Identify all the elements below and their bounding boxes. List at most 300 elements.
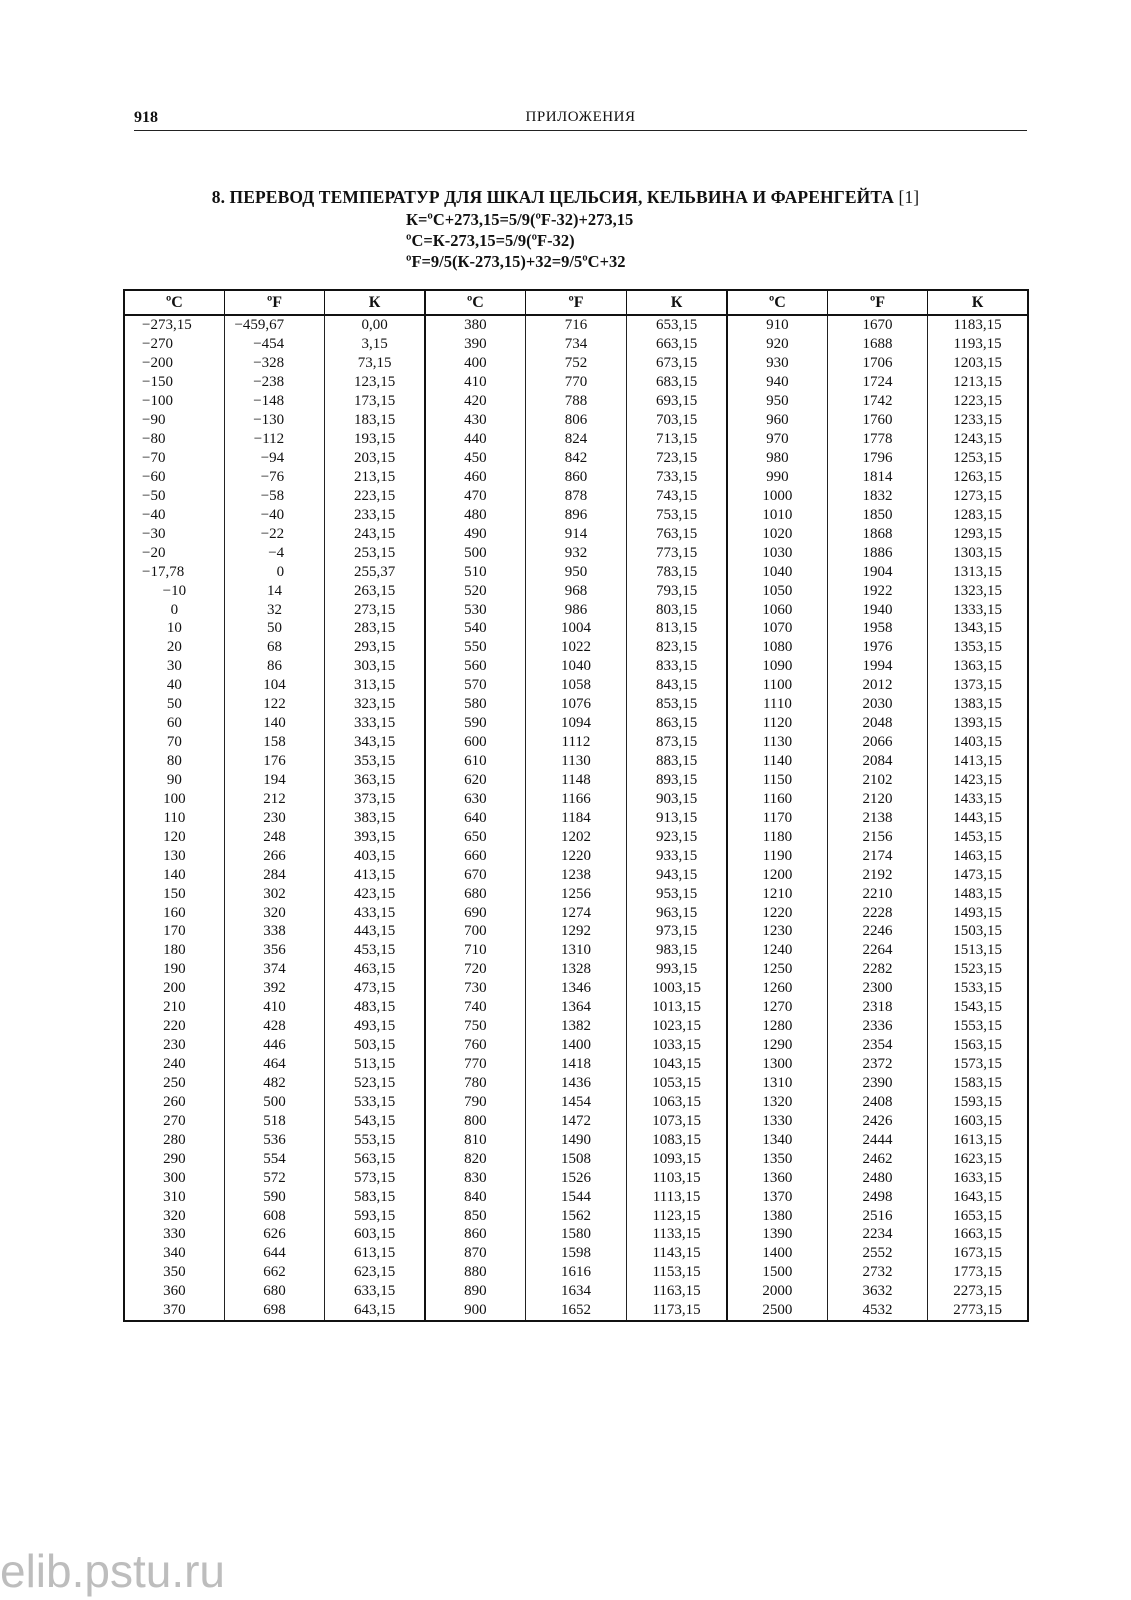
table-row [124,449,1028,468]
table-cell: 1623,15 [928,1149,1028,1168]
table-cell: 550 [425,638,525,657]
table-cell: 4532 [827,1301,927,1321]
table-cell: 1886 [827,543,927,562]
table-cell: 123,15 [325,373,425,392]
table-cell: 213,15 [325,468,425,487]
table-cell: 430 [425,411,525,430]
table-cell: 1250 [727,960,827,979]
table-cell: −58 [224,486,324,505]
table-cell: 2773,15 [928,1301,1028,1321]
table-cell: 943,15 [627,865,727,884]
table-cell: 120 [124,827,224,846]
table-cell: 1433,15 [928,789,1028,808]
table-cell: −238 [224,373,324,392]
table-cell: 263,15 [325,581,425,600]
column-header: ºС [425,290,525,315]
table-cell: 590 [224,1187,324,1206]
table-cell: 233,15 [325,505,425,524]
table-cell: −40 [124,505,224,524]
table-cell: 413,15 [325,865,425,884]
table-row [124,733,1028,752]
table-cell: 140 [224,714,324,733]
table-cell: −328 [224,354,324,373]
table-cell: 1260 [727,979,827,998]
table-cell: 878 [525,486,626,505]
table-cell: 1922 [827,581,927,600]
table-cell: 860 [525,468,626,487]
running-head: ПРИЛОЖЕНИЯ [525,109,636,125]
table-cell: 730 [425,979,525,998]
table-cell: 573,15 [325,1168,425,1187]
table-cell: 1580 [525,1225,626,1244]
table-cell: 1472 [525,1111,626,1130]
table-cell: 1123,15 [627,1206,727,1225]
table-cell: 1043,15 [627,1055,727,1074]
table-cell: 1490 [525,1130,626,1149]
table-cell: 806 [525,411,626,430]
table-cell: 1598 [525,1244,626,1263]
formula-list [406,209,1131,272]
table-cell: 433,15 [325,903,425,922]
table-row [124,1187,1028,1206]
table-cell: 450 [425,449,525,468]
table-cell: 1360 [727,1168,827,1187]
formula-celsius: ºС=К-273,15=5/9(ºF-32) [406,231,575,250]
table-cell: −50 [124,486,224,505]
table-cell: 1413,15 [928,752,1028,771]
table-row [124,373,1028,392]
table-cell: 1940 [827,600,927,619]
table-cell: 813,15 [627,619,727,638]
table-cell: 563,15 [325,1149,425,1168]
column-header: ºС [124,290,224,315]
table-cell: 1303,15 [928,543,1028,562]
table-cell: 2732 [827,1263,927,1282]
table-cell: 1673,15 [928,1244,1028,1263]
table-cell: 716 [525,315,626,335]
table-cell: 20 [124,638,224,657]
table-cell: 630 [425,789,525,808]
table-row [124,486,1028,505]
table-cell: 1180 [727,827,827,846]
table-cell: 1280 [727,1017,827,1036]
table-cell: 392 [224,979,324,998]
table-cell: 2444 [827,1130,927,1149]
table-cell: 1593,15 [928,1092,1028,1111]
table-cell: 683,15 [627,373,727,392]
table-cell: 283,15 [325,619,425,638]
table-cell: 183,15 [325,411,425,430]
table-row [124,1055,1028,1074]
table-cell: 1403,15 [928,733,1028,752]
table-cell: 833,15 [627,657,727,676]
table-cell: 1040 [525,657,626,676]
table-cell: 770 [425,1055,525,1074]
table-cell: 482 [224,1074,324,1093]
table-cell: 428 [224,1017,324,1036]
table-cell: 853,15 [627,695,727,714]
table-cell: 680 [224,1282,324,1301]
table-cell: 1210 [727,884,827,903]
table-cell: 1083,15 [627,1130,727,1149]
table-cell: 633,15 [325,1282,425,1301]
table-cell: 1436 [525,1074,626,1093]
table-cell: 380 [425,315,525,335]
table-cell: 1796 [827,449,927,468]
table-cell: 1742 [827,392,927,411]
table-cell: 1760 [827,411,927,430]
table-cell: 518 [224,1111,324,1130]
table-cell: 130 [124,846,224,865]
table-cell: 2102 [827,771,927,790]
table-cell: 310 [124,1187,224,1206]
table-cell: 873,15 [627,733,727,752]
table-cell: 610 [425,752,525,771]
table-cell: 1053,15 [627,1074,727,1093]
table-row [124,543,1028,562]
table-cell: 383,15 [325,808,425,827]
title-block [0,187,1131,272]
table-cell: 1202 [525,827,626,846]
table-cell: −454 [224,335,324,354]
table-cell: 843,15 [627,676,727,695]
table-cell: −148 [224,392,324,411]
table-cell: 1508 [525,1149,626,1168]
title-reference: [1] [898,187,920,207]
table-cell: 1003,15 [627,979,727,998]
table-cell: 2156 [827,827,927,846]
table-cell: 713,15 [627,430,727,449]
table-row [124,1168,1028,1187]
table-cell: 983,15 [627,941,727,960]
table-cell: −80 [124,430,224,449]
table-cell: 1310 [525,941,626,960]
table-cell: 1233,15 [928,411,1028,430]
table-cell: 2498 [827,1187,927,1206]
table-cell: 333,15 [325,714,425,733]
table-cell: 1343,15 [928,619,1028,638]
table-cell: 1183,15 [928,315,1028,335]
table-cell: 1063,15 [627,1092,727,1111]
table-cell: 570 [425,676,525,695]
table-cell: 1543,15 [928,998,1028,1017]
table-cell: 1153,15 [627,1263,727,1282]
table-cell: 363,15 [325,771,425,790]
table-cell: 650 [425,827,525,846]
table-cell: 14 [224,581,324,600]
table-cell: 2120 [827,789,927,808]
table-cell: 193,15 [325,430,425,449]
table-row [124,1301,1028,1321]
table-cell: 2336 [827,1017,927,1036]
table-row [124,354,1028,373]
table-cell: 463,15 [325,960,425,979]
table-cell: 2228 [827,903,927,922]
table-row [124,827,1028,846]
table-cell: 870 [425,1244,525,1263]
table-cell: 1090 [727,657,827,676]
table-cell: 1076 [525,695,626,714]
table-cell: 913,15 [627,808,727,827]
table-row [124,941,1028,960]
table-cell: 160 [124,903,224,922]
table-cell: 1453,15 [928,827,1028,846]
table-cell: 1203,15 [928,354,1028,373]
table-cell: 740 [425,998,525,1017]
table-cell: 1040 [727,562,827,581]
table-cell: 1184 [525,808,626,827]
table-cell: 1283,15 [928,505,1028,524]
table-cell: 733,15 [627,468,727,487]
table-cell: 2234 [827,1225,927,1244]
table-cell: 3632 [827,1282,927,1301]
table-cell: 1253,15 [928,449,1028,468]
table-cell: 230 [124,1036,224,1055]
table-cell: 1200 [727,865,827,884]
table-cell: −100 [124,392,224,411]
table-cell: 580 [425,695,525,714]
table-cell: 2000 [727,1282,827,1301]
table-cell: 503,15 [325,1036,425,1055]
table-cell: 2300 [827,979,927,998]
table-cell: 662 [224,1263,324,1282]
table-cell: 1030 [727,543,827,562]
table-cell: 1103,15 [627,1168,727,1187]
table-cell: 420 [425,392,525,411]
table-cell: 850 [425,1206,525,1225]
table-cell: 543,15 [325,1111,425,1130]
table-cell: 1400 [727,1244,827,1263]
table-cell: 1256 [525,884,626,903]
table-row [124,884,1028,903]
table-cell: 410 [425,373,525,392]
table-cell: 903,15 [627,789,727,808]
table-cell: −4 [224,543,324,562]
table-cell: 860 [425,1225,525,1244]
table-cell: 2246 [827,922,927,941]
table-cell: 483,15 [325,998,425,1017]
column-header: К [928,290,1028,315]
table-cell: 1100 [727,676,827,695]
table-row [124,865,1028,884]
table-cell: 830 [425,1168,525,1187]
table-cell: 1443,15 [928,808,1028,827]
table-cell: 1958 [827,619,927,638]
table-cell: 110 [124,808,224,827]
table-row [124,771,1028,790]
table-cell: 1653,15 [928,1206,1028,1225]
table-cell: 350 [124,1263,224,1282]
table-cell: −273,15 [124,315,224,335]
table-cell: 330 [124,1225,224,1244]
table-cell: 1850 [827,505,927,524]
table-cell: 1634 [525,1282,626,1301]
table-cell: 1148 [525,771,626,790]
table-cell: 842 [525,449,626,468]
table-row [124,335,1028,354]
table-cell: 473,15 [325,979,425,998]
table-cell: 990 [727,468,827,487]
table-cell: 1643,15 [928,1187,1028,1206]
table-cell: 493,15 [325,1017,425,1036]
table-cell: −94 [224,449,324,468]
table-cell: 810 [425,1130,525,1149]
conversion-table [123,289,1029,1322]
table-row [124,392,1028,411]
table-cell: 703,15 [627,411,727,430]
table-cell: 2273,15 [928,1282,1028,1301]
table-cell: 536 [224,1130,324,1149]
table-cell: 0,00 [325,315,425,335]
table-cell: 1976 [827,638,927,657]
table-cell: 1616 [525,1263,626,1282]
table-row [124,1111,1028,1130]
table-cell: 1310 [727,1074,827,1093]
table-cell: 1193,15 [928,335,1028,354]
table-cell: −60 [124,468,224,487]
table-row [124,468,1028,487]
table-cell: 653,15 [627,315,727,335]
table-row [124,430,1028,449]
table-cell: 1163,15 [627,1282,727,1301]
table-cell: 1380 [727,1206,827,1225]
table-cell: 803,15 [627,600,727,619]
table-cell: 1150 [727,771,827,790]
table-cell: 900 [425,1301,525,1321]
table-cell: −112 [224,430,324,449]
table-cell: 820 [425,1149,525,1168]
table-cell: 1553,15 [928,1017,1028,1036]
table-row [124,846,1028,865]
table-cell: 1483,15 [928,884,1028,903]
table-cell: 40 [124,676,224,695]
formula-fahrenheit: ºF=9/5(К-273,15)+32=9/5ºС+32 [406,252,626,271]
table-cell: 783,15 [627,562,727,581]
table-cell: 243,15 [325,524,425,543]
table-cell: 673,15 [627,354,727,373]
table-cell: 1060 [727,600,827,619]
table-row [124,789,1028,808]
table-cell: 343,15 [325,733,425,752]
table-cell: 70 [124,733,224,752]
table-cell: 1364 [525,998,626,1017]
table-cell: 793,15 [627,581,727,600]
table-cell: 90 [124,771,224,790]
table-cell: 923,15 [627,827,727,846]
table-cell: 663,15 [627,335,727,354]
table-cell: 513,15 [325,1055,425,1074]
table-cell: 1353,15 [928,638,1028,657]
table-cell: 1293,15 [928,524,1028,543]
table-row [124,998,1028,1017]
table-cell: 400 [425,354,525,373]
table-cell: 2354 [827,1036,927,1055]
table-cell: 993,15 [627,960,727,979]
table-cell: 863,15 [627,714,727,733]
table-cell: 1523,15 [928,960,1028,979]
table-cell: 603,15 [325,1225,425,1244]
table-cell: 373,15 [325,789,425,808]
table-cell: 670 [425,865,525,884]
table-cell: 200 [124,979,224,998]
table-cell: 2500 [727,1301,827,1321]
table-cell: 1832 [827,486,927,505]
table-cell: 1004 [525,619,626,638]
table-cell: 1330 [727,1111,827,1130]
table-cell: 2372 [827,1055,927,1074]
table-row [124,1074,1028,1093]
table-cell: 464 [224,1055,324,1074]
table-cell: 240 [124,1055,224,1074]
table-cell: 720 [425,960,525,979]
table-cell: 2282 [827,960,927,979]
table-row [124,960,1028,979]
table-cell: 1022 [525,638,626,657]
table-cell: 680 [425,884,525,903]
table-cell: 880 [425,1263,525,1282]
table-cell: 1013,15 [627,998,727,1017]
table-cell: 1724 [827,373,927,392]
table-cell: 1613,15 [928,1130,1028,1149]
table-cell: 1423,15 [928,771,1028,790]
table-row [124,638,1028,657]
table-cell: 253,15 [325,543,425,562]
table-cell: 540 [425,619,525,638]
table-cell: 2264 [827,941,927,960]
table-cell: 323,15 [325,695,425,714]
table-cell: 933,15 [627,846,727,865]
table-cell: 280 [124,1130,224,1149]
table-cell: 500 [425,543,525,562]
table-cell: 440 [425,430,525,449]
table-cell: 1292 [525,922,626,941]
table-cell: 1133,15 [627,1225,727,1244]
table-cell: 1473,15 [928,865,1028,884]
table-cell: 1563,15 [928,1036,1028,1055]
table-row [124,676,1028,695]
table-cell: 932 [525,543,626,562]
table-cell: 80 [124,752,224,771]
table-cell: 660 [425,846,525,865]
table-cell: 1370 [727,1187,827,1206]
table-cell: 470 [425,486,525,505]
table-cell: 273,15 [325,600,425,619]
table-cell: 2408 [827,1092,927,1111]
formula-kelvin: К=ºС+273,15=5/9(ºF-32)+273,15 [406,210,634,229]
table-cell: 970 [727,430,827,449]
table-row [124,903,1028,922]
table-cell: 2138 [827,808,927,827]
table-cell: 1503,15 [928,922,1028,941]
table-cell: 403,15 [325,846,425,865]
table-cell: 1373,15 [928,676,1028,695]
table-cell: 3,15 [325,335,425,354]
table-cell: 1023,15 [627,1017,727,1036]
table-cell: −40 [224,505,324,524]
table-cell: 490 [425,524,525,543]
table-cell: 1652 [525,1301,626,1321]
table-cell: 963,15 [627,903,727,922]
table-cell: 823,15 [627,638,727,657]
table-cell: 510 [425,562,525,581]
table-row [124,581,1028,600]
table-cell: 1073,15 [627,1111,727,1130]
table-cell: −20 [124,543,224,562]
table-cell: 693,15 [627,392,727,411]
table-cell: 1663,15 [928,1225,1028,1244]
table-cell: 608 [224,1206,324,1225]
table-cell: 1706 [827,354,927,373]
